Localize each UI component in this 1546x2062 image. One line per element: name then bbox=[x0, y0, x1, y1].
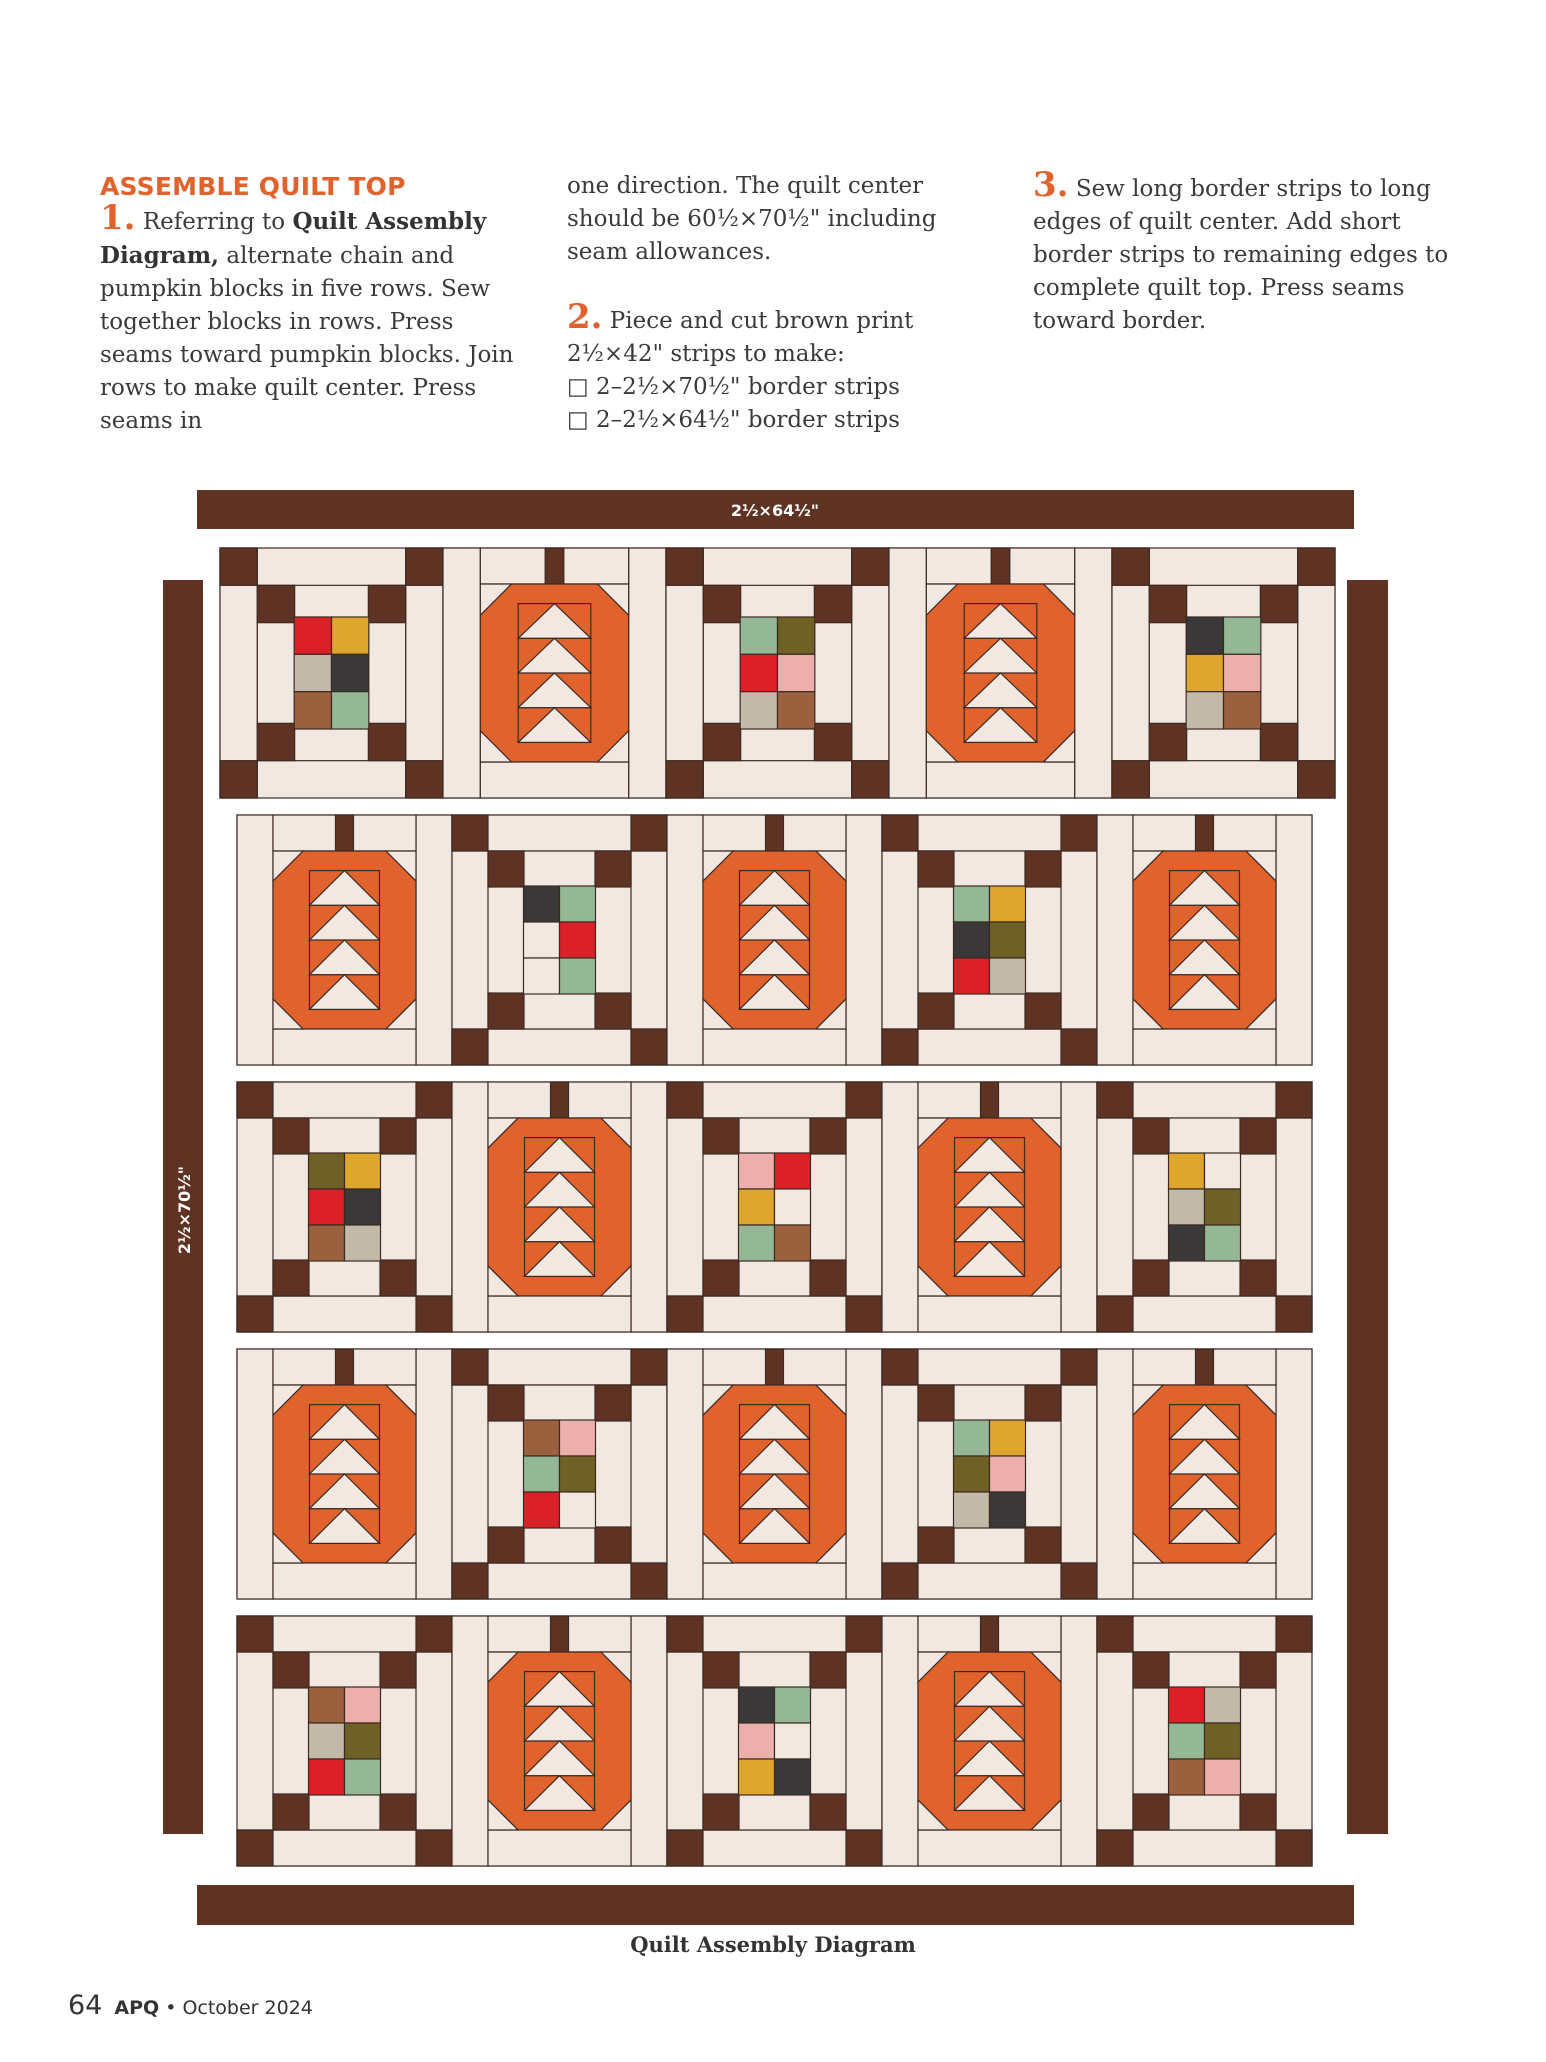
patch-square bbox=[1169, 1153, 1205, 1189]
patch-square bbox=[778, 617, 815, 654]
corner-square bbox=[1298, 548, 1335, 585]
corner-square bbox=[846, 1830, 882, 1866]
patch-square bbox=[1169, 1687, 1205, 1723]
corner-square bbox=[1061, 1563, 1097, 1599]
side-strip bbox=[846, 1349, 882, 1599]
pumpkin-stem bbox=[545, 548, 564, 584]
patch-square bbox=[739, 1759, 775, 1795]
patch-square bbox=[740, 692, 777, 729]
inner-corner-square bbox=[488, 1385, 524, 1421]
inner-corner-square bbox=[1240, 1118, 1276, 1154]
corner-square bbox=[406, 548, 443, 585]
pumpkin-block bbox=[889, 548, 1112, 798]
corner-square bbox=[1097, 1082, 1133, 1118]
inner-corner-square bbox=[1133, 1794, 1169, 1830]
diagram-caption: Quilt Assembly Diagram bbox=[630, 1932, 916, 1957]
patch-square bbox=[739, 1153, 775, 1189]
top-border-label: 2½×64½" bbox=[730, 501, 820, 520]
chain-block bbox=[666, 548, 889, 798]
pumpkin-block bbox=[882, 1082, 1097, 1332]
corner-square bbox=[1276, 1616, 1312, 1652]
patch-square bbox=[775, 1723, 811, 1759]
pumpkin-block bbox=[452, 1616, 667, 1866]
side-strip bbox=[416, 815, 452, 1065]
patch-square bbox=[775, 1153, 811, 1189]
patch-square bbox=[524, 1420, 560, 1456]
bottom-strip bbox=[1133, 1029, 1276, 1065]
patch-square bbox=[332, 617, 369, 654]
corner-square bbox=[852, 548, 889, 585]
inner-corner-square bbox=[273, 1118, 309, 1154]
patch-square bbox=[309, 1189, 345, 1225]
side-strip bbox=[1276, 1349, 1312, 1599]
patch-square bbox=[294, 654, 331, 691]
step-3-text: Sew long border strips to long edges of quilt center. Add short border strips to remaining edges to complete quilt top. Press seams toward border. bbox=[1033, 176, 1449, 334]
corner-square bbox=[416, 1296, 452, 1332]
corner-square bbox=[220, 761, 257, 798]
patch-square bbox=[739, 1225, 775, 1261]
corner-square bbox=[1276, 1296, 1312, 1332]
patch-square bbox=[345, 1225, 381, 1261]
side-strip bbox=[1276, 815, 1312, 1065]
patch-square bbox=[560, 1420, 596, 1456]
patch-square bbox=[775, 1759, 811, 1795]
pumpkin-stem bbox=[981, 1616, 999, 1652]
corner-square bbox=[1276, 1830, 1312, 1866]
patch-square bbox=[1169, 1759, 1205, 1795]
corner-square bbox=[416, 1830, 452, 1866]
corner-square bbox=[666, 548, 703, 585]
patch-square bbox=[1205, 1153, 1241, 1189]
pumpkin-stem bbox=[336, 815, 354, 851]
corner-square bbox=[452, 1563, 488, 1599]
patch-square bbox=[560, 886, 596, 922]
bottom-strip bbox=[918, 1296, 1061, 1332]
bottom-strip bbox=[488, 1830, 631, 1866]
pumpkin-block bbox=[452, 1082, 667, 1332]
pumpkin-block bbox=[667, 1349, 882, 1599]
corner-square bbox=[667, 1082, 703, 1118]
patch-square bbox=[778, 654, 815, 691]
pumpkin-block bbox=[443, 548, 666, 798]
inner-corner-square bbox=[814, 585, 851, 622]
inner-corner-square bbox=[1133, 1118, 1169, 1154]
corner-square bbox=[237, 1616, 273, 1652]
inner-corner-square bbox=[273, 1794, 309, 1830]
patch-square bbox=[1205, 1225, 1241, 1261]
inner-corner-square bbox=[595, 1385, 631, 1421]
corner-square bbox=[631, 815, 667, 851]
patch-square bbox=[740, 617, 777, 654]
side-strip bbox=[1075, 548, 1112, 798]
corner-square bbox=[631, 1563, 667, 1599]
side-strip bbox=[416, 1349, 452, 1599]
pumpkin-block bbox=[237, 815, 452, 1065]
patch-square bbox=[775, 1687, 811, 1723]
pumpkin-stem bbox=[551, 1616, 569, 1652]
page-footer bbox=[68, 1990, 313, 2021]
patch-square bbox=[954, 958, 990, 994]
step-1-ref: Quilt Assembly Diagram, bbox=[100, 208, 487, 269]
corner-square bbox=[1112, 548, 1149, 585]
side-strip bbox=[667, 1349, 703, 1599]
bottom-strip bbox=[926, 762, 1074, 798]
bottom-strip bbox=[273, 1563, 416, 1599]
magazine-name: APQ bbox=[114, 1997, 160, 2019]
patch-square bbox=[309, 1759, 345, 1795]
side-strip bbox=[631, 1082, 667, 1332]
patch-square bbox=[990, 1492, 1026, 1528]
step-3-number: 3. bbox=[1033, 165, 1069, 205]
patch-square bbox=[954, 922, 990, 958]
patch-square bbox=[1169, 1723, 1205, 1759]
corner-square bbox=[882, 1029, 918, 1065]
step-2-item-1: □ 2–2½×70½" border strips bbox=[567, 374, 900, 400]
patch-square bbox=[1224, 692, 1261, 729]
pumpkin-stem bbox=[1196, 1349, 1214, 1385]
patch-square bbox=[954, 1492, 990, 1528]
corner-square bbox=[1276, 1082, 1312, 1118]
side-strip bbox=[882, 1616, 918, 1866]
side-strip bbox=[667, 815, 703, 1065]
right-border-strip bbox=[1347, 580, 1388, 1834]
patch-square bbox=[954, 1456, 990, 1492]
side-strip bbox=[846, 815, 882, 1065]
inner-corner-square bbox=[918, 1527, 954, 1563]
corner-square bbox=[237, 1082, 273, 1118]
inner-corner-square bbox=[703, 1118, 739, 1154]
patch-square bbox=[524, 886, 560, 922]
step-1-number: 1. bbox=[100, 198, 136, 238]
side-strip bbox=[237, 815, 273, 1065]
pumpkin-block bbox=[1097, 815, 1312, 1065]
side-strip bbox=[237, 1349, 273, 1599]
corner-square bbox=[846, 1616, 882, 1652]
patch-square bbox=[560, 1456, 596, 1492]
corner-square bbox=[667, 1830, 703, 1866]
chain-block bbox=[667, 1616, 882, 1866]
patch-square bbox=[309, 1723, 345, 1759]
corner-square bbox=[852, 761, 889, 798]
patch-square bbox=[739, 1189, 775, 1225]
bottom-strip bbox=[480, 762, 628, 798]
corner-square bbox=[1061, 1349, 1097, 1385]
patch-square bbox=[524, 1492, 560, 1528]
side-strip bbox=[452, 1082, 488, 1332]
inner-corner-square bbox=[380, 1652, 416, 1688]
corner-square bbox=[1298, 761, 1335, 798]
pumpkin-stem bbox=[991, 548, 1010, 584]
patch-square bbox=[345, 1189, 381, 1225]
side-strip bbox=[631, 1616, 667, 1866]
patch-square bbox=[1186, 654, 1223, 691]
patch-square bbox=[1186, 692, 1223, 729]
bottom-border-strip bbox=[197, 1885, 1354, 1925]
issue-date: • October 2024 bbox=[159, 1997, 313, 2019]
chain-block bbox=[1097, 1616, 1312, 1866]
chain-block bbox=[452, 815, 667, 1065]
pumpkin-stem bbox=[766, 1349, 784, 1385]
pumpkin-block bbox=[1097, 1349, 1312, 1599]
chain-block bbox=[237, 1616, 452, 1866]
corner-square bbox=[882, 1349, 918, 1385]
inner-corner-square bbox=[1260, 585, 1297, 622]
side-strip bbox=[882, 1082, 918, 1332]
chain-block bbox=[882, 1349, 1097, 1599]
patch-square bbox=[1169, 1225, 1205, 1261]
quilt-center bbox=[220, 548, 1335, 1866]
patch-square bbox=[1169, 1189, 1205, 1225]
page-number: 64 bbox=[68, 1990, 103, 2021]
inner-corner-square bbox=[595, 1527, 631, 1563]
inner-corner-square bbox=[814, 723, 851, 760]
corner-square bbox=[237, 1296, 273, 1332]
chain-block bbox=[452, 1349, 667, 1599]
left-border-label: 2½×70½" bbox=[175, 1165, 194, 1255]
inner-corner-square bbox=[810, 1260, 846, 1296]
patch-square bbox=[345, 1687, 381, 1723]
corner-square bbox=[220, 548, 257, 585]
inner-corner-square bbox=[488, 1527, 524, 1563]
step-1-text-a: Referring to bbox=[142, 209, 293, 235]
side-strip bbox=[629, 548, 666, 798]
patch-square bbox=[345, 1153, 381, 1189]
patch-square bbox=[954, 1420, 990, 1456]
inner-corner-square bbox=[380, 1794, 416, 1830]
corner-square bbox=[667, 1616, 703, 1652]
patch-square bbox=[1205, 1687, 1241, 1723]
patch-square bbox=[740, 654, 777, 691]
chain-block bbox=[1112, 548, 1335, 798]
step-1-continued: one direction. The quilt center should be 60½×70½" including seam allowances. bbox=[567, 173, 937, 265]
patch-square bbox=[524, 922, 560, 958]
inner-corner-square bbox=[1149, 723, 1186, 760]
inner-corner-square bbox=[380, 1118, 416, 1154]
step-2-number: 2. bbox=[567, 297, 603, 337]
pumpkin-stem bbox=[1196, 815, 1214, 851]
corner-square bbox=[1097, 1830, 1133, 1866]
corner-square bbox=[452, 1029, 488, 1065]
corner-square bbox=[846, 1082, 882, 1118]
corner-square bbox=[237, 1830, 273, 1866]
inner-corner-square bbox=[703, 585, 740, 622]
corner-square bbox=[667, 1296, 703, 1332]
inner-corner-square bbox=[1133, 1260, 1169, 1296]
inner-corner-square bbox=[595, 851, 631, 887]
corner-square bbox=[666, 761, 703, 798]
inner-corner-square bbox=[918, 1385, 954, 1421]
bottom-strip bbox=[703, 1563, 846, 1599]
chain-block bbox=[220, 548, 443, 798]
patch-square bbox=[309, 1153, 345, 1189]
bottom-strip bbox=[918, 1830, 1061, 1866]
inner-corner-square bbox=[273, 1652, 309, 1688]
inner-corner-square bbox=[1133, 1652, 1169, 1688]
chain-block bbox=[237, 1082, 452, 1332]
corner-square bbox=[452, 815, 488, 851]
patch-square bbox=[739, 1687, 775, 1723]
corner-square bbox=[452, 1349, 488, 1385]
patch-square bbox=[524, 958, 560, 994]
side-strip bbox=[889, 548, 926, 798]
chain-block bbox=[667, 1082, 882, 1332]
patch-square bbox=[1224, 617, 1261, 654]
bottom-strip bbox=[1133, 1563, 1276, 1599]
inner-corner-square bbox=[703, 1260, 739, 1296]
inner-corner-square bbox=[1260, 723, 1297, 760]
bottom-strip bbox=[703, 1029, 846, 1065]
inner-corner-square bbox=[380, 1260, 416, 1296]
pumpkin-block bbox=[667, 815, 882, 1065]
patch-square bbox=[1205, 1759, 1241, 1795]
bottom-strip bbox=[273, 1029, 416, 1065]
side-strip bbox=[443, 548, 480, 798]
chain-block bbox=[882, 815, 1097, 1065]
patch-square bbox=[294, 617, 331, 654]
patch-square bbox=[294, 692, 331, 729]
inner-corner-square bbox=[703, 1794, 739, 1830]
inner-corner-square bbox=[1240, 1794, 1276, 1830]
patch-square bbox=[332, 692, 369, 729]
patch-square bbox=[739, 1723, 775, 1759]
inner-corner-square bbox=[1240, 1652, 1276, 1688]
patch-square bbox=[775, 1225, 811, 1261]
step-1-text-b: alternate chain and pumpkin blocks in five rows. Sew together blocks in rows. Press seams toward pumpkin blocks. Join rows to make quilt center. Press seams in bbox=[100, 243, 514, 434]
corner-square bbox=[416, 1082, 452, 1118]
inner-corner-square bbox=[918, 993, 954, 1029]
corner-square bbox=[1112, 761, 1149, 798]
pumpkin-block bbox=[882, 1616, 1097, 1866]
corner-square bbox=[1097, 1616, 1133, 1652]
patch-square bbox=[990, 958, 1026, 994]
corner-square bbox=[1061, 815, 1097, 851]
inner-corner-square bbox=[595, 993, 631, 1029]
pumpkin-stem bbox=[551, 1082, 569, 1118]
corner-square bbox=[406, 761, 443, 798]
patch-square bbox=[775, 1189, 811, 1225]
side-strip bbox=[1061, 1082, 1097, 1332]
patch-square bbox=[560, 922, 596, 958]
side-strip bbox=[1097, 1349, 1133, 1599]
inner-corner-square bbox=[918, 851, 954, 887]
inner-corner-square bbox=[1025, 1527, 1061, 1563]
inner-corner-square bbox=[810, 1794, 846, 1830]
inner-corner-square bbox=[1025, 993, 1061, 1029]
inner-corner-square bbox=[257, 585, 294, 622]
side-strip bbox=[452, 1616, 488, 1866]
inner-corner-square bbox=[273, 1260, 309, 1296]
inner-corner-square bbox=[368, 585, 405, 622]
corner-square bbox=[631, 1029, 667, 1065]
corner-square bbox=[846, 1296, 882, 1332]
patch-square bbox=[309, 1225, 345, 1261]
inner-corner-square bbox=[368, 723, 405, 760]
corner-square bbox=[882, 815, 918, 851]
patch-square bbox=[990, 1456, 1026, 1492]
corner-square bbox=[1097, 1296, 1133, 1332]
inner-corner-square bbox=[703, 723, 740, 760]
patch-square bbox=[345, 1723, 381, 1759]
inner-corner-square bbox=[1240, 1260, 1276, 1296]
patch-square bbox=[1205, 1189, 1241, 1225]
step-2-text: Piece and cut brown print 2½×42" strips to make: bbox=[567, 308, 914, 367]
patch-square bbox=[990, 922, 1026, 958]
inner-corner-square bbox=[810, 1118, 846, 1154]
patch-square bbox=[954, 886, 990, 922]
side-strip bbox=[1061, 1616, 1097, 1866]
patch-square bbox=[332, 654, 369, 691]
corner-square bbox=[416, 1616, 452, 1652]
section-heading: ASSEMBLE QUILT TOP bbox=[100, 172, 406, 201]
patch-square bbox=[1205, 1723, 1241, 1759]
corner-square bbox=[882, 1563, 918, 1599]
patch-square bbox=[990, 886, 1026, 922]
patch-square bbox=[560, 958, 596, 994]
inner-corner-square bbox=[1025, 851, 1061, 887]
inner-corner-square bbox=[810, 1652, 846, 1688]
corner-square bbox=[1061, 1029, 1097, 1065]
inner-corner-square bbox=[703, 1652, 739, 1688]
patch-square bbox=[560, 1492, 596, 1528]
pumpkin-block bbox=[237, 1349, 452, 1599]
patch-square bbox=[1224, 654, 1261, 691]
pumpkin-stem bbox=[766, 815, 784, 851]
corner-square bbox=[631, 1349, 667, 1385]
patch-square bbox=[345, 1759, 381, 1795]
patch-square bbox=[1186, 617, 1223, 654]
step-2-item-2: □ 2–2½×64½" border strips bbox=[567, 407, 900, 433]
inner-corner-square bbox=[1025, 1385, 1061, 1421]
chain-block bbox=[1097, 1082, 1312, 1332]
pumpkin-stem bbox=[336, 1349, 354, 1385]
side-strip bbox=[1097, 815, 1133, 1065]
patch-square bbox=[524, 1456, 560, 1492]
pumpkin-stem bbox=[981, 1082, 999, 1118]
patch-square bbox=[990, 1420, 1026, 1456]
inner-corner-square bbox=[257, 723, 294, 760]
inner-corner-square bbox=[488, 993, 524, 1029]
patch-square bbox=[778, 692, 815, 729]
inner-corner-square bbox=[488, 851, 524, 887]
patch-square bbox=[309, 1687, 345, 1723]
bottom-strip bbox=[488, 1296, 631, 1332]
inner-corner-square bbox=[1149, 585, 1186, 622]
